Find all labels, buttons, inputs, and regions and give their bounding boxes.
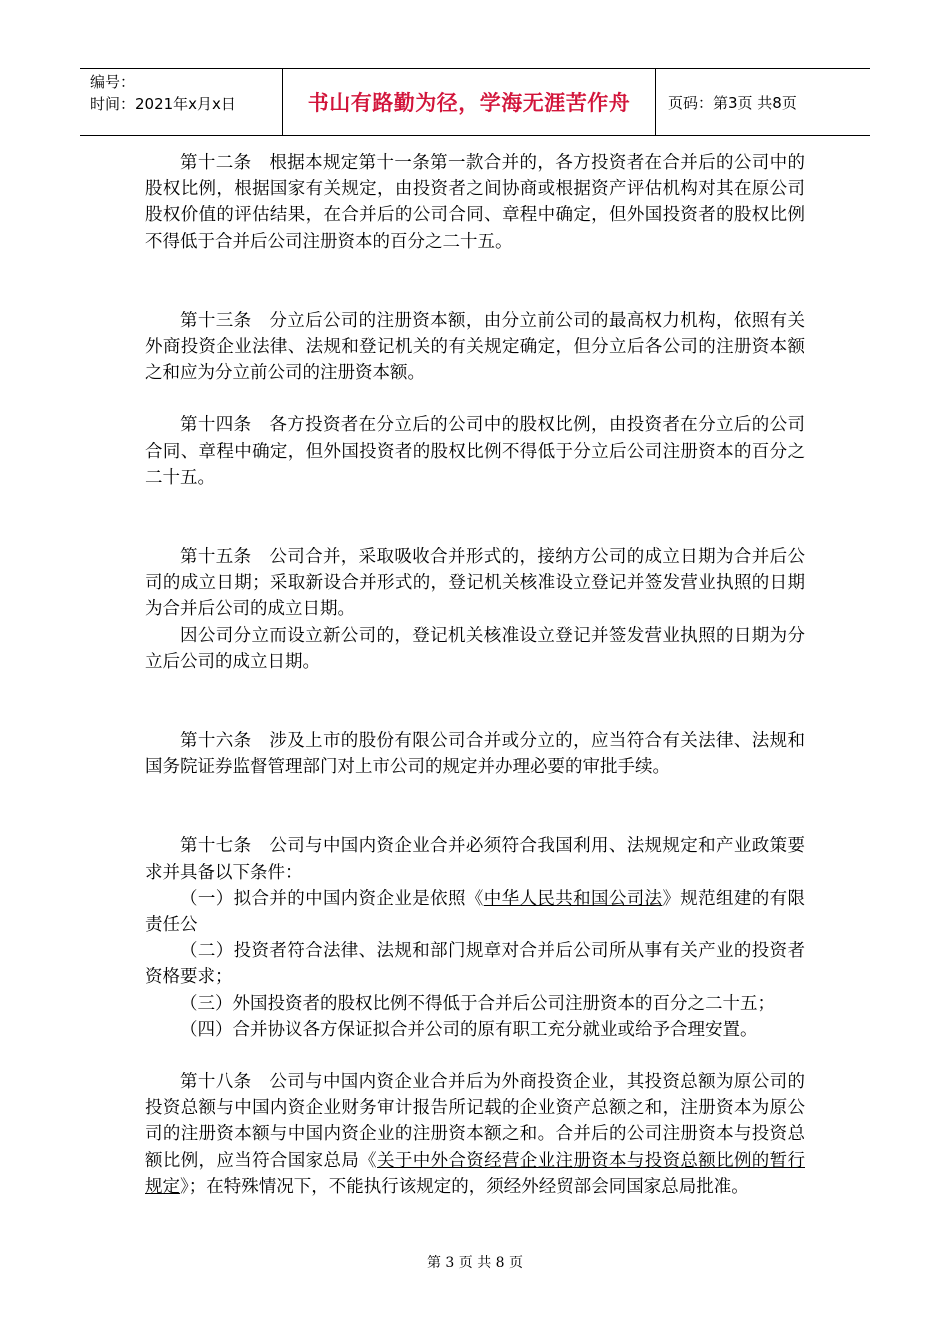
- page-footer: 第 3 页 共 8 页: [426, 1255, 524, 1271]
- article-16: 第十六条 涉及上市的股份有限公司合并或分立的，应当符合有关法律、法规和国务院证券监督管理部门对上市公司的规定并办理必要的审批手续。: [145, 731, 805, 778]
- article-18-text-pre: 第十八条 公司与中国内资企业合并后为外商投资企业，其投资总额为原公司的投资总额与中国内资企业财务审计报告所记载的企业资产总额之和，注册资本为原公司的注册资本额与中国内资企业的注册资本额之和。合并后的公司注册资本与投资总额比例，应当符合国家总局《: [145, 1072, 805, 1171]
- article-17-item-1-text-pre: （一）拟合并的中国内资企业是依照《: [180, 888, 484, 909]
- header-meta: [80, 69, 282, 135]
- article-17-item-1: [145, 886, 805, 938]
- header-motto: 书山有路勤为径，学海无涯苦作舟: [307, 91, 631, 115]
- company-law-link[interactable]: 中华人民共和国公司法: [483, 888, 663, 909]
- document-number-label: 编号：: [90, 73, 136, 91]
- article-17-item-2: （二）投资者符合法律、法规和部门规章对合并后公司所从事有关产业的投资者资格要求；: [145, 941, 805, 988]
- article-15: 第十五条 公司合并，采取吸收合并形式的，接纳方公司的成立日期为合并后公司的成立日期；采取新设合并形式的，登记机关核准设立登记并签发营业执照的日期为合并后公司的成立日期。: [145, 547, 805, 620]
- article-18: [145, 1069, 805, 1200]
- header-motto-cell: [282, 69, 656, 135]
- article-17: 第十七条 公司与中国内资企业合并必须符合我国利用、法规规定和产业政策要求并具备以下条件：: [145, 836, 805, 883]
- document-body: [145, 150, 805, 1200]
- article-18-text-post: 》；在特殊情况下，不能执行该规定的，须经外经贸部会同国家总局批准。: [180, 1176, 749, 1197]
- article-17-item-4: （四）合并协议各方保证拟合并公司的原有职工充分就业或给予合理安置。: [180, 1019, 758, 1040]
- capital-ratio-regulation-link[interactable]: 关于中外合资经营企业注册资本与投资总额比例的暂行规定: [145, 1150, 805, 1197]
- document-time-label: 时间：2021年x月x日: [90, 95, 236, 113]
- page-header: [80, 68, 870, 136]
- header-page-info-cell: [656, 69, 870, 135]
- header-page-info: 页码：第3页 共8页: [668, 93, 797, 112]
- article-15-paragraph-2: 因公司分立而设立新公司的，登记机关核准设立登记并签发营业执照的日期为分立后公司的成立日期。: [145, 625, 805, 672]
- article-17-item-1-text-post: 》规范组建的有限责任公: [145, 888, 806, 936]
- article-14: 第十四条 各方投资者在分立后的公司中的股权比例，由投资者在分立后的公司合同、章程中确定，但外国投资者的股权比例不得低于分立后公司注册资本的百分之二十五。: [145, 415, 805, 488]
- article-13: 第十三条 分立后公司的注册资本额，由分立前公司的最高权力机构，依照有关外商投资企业法律、法规和登记机关的有关规定确定，但分立后各公司的注册资本额之和应为分立前公司的注册资本额。: [145, 310, 805, 384]
- article-12: 第十二条 根据本规定第十一条第一款合并的，各方投资者在合并后的公司中的股权比例，根据国家有关规定，由投资者之间协商或根据资产评估机构对其在原公司股权价值的评估结果，在合并后的公司合同、章程中确定，但外国投资者的股权比例不得低于合并后公司注册资本的百分之二十五。: [145, 153, 805, 252]
- article-17-item-3: （三）外国投资者的股权比例不得低于合并后公司注册资本的百分之二十五；: [180, 993, 775, 1014]
